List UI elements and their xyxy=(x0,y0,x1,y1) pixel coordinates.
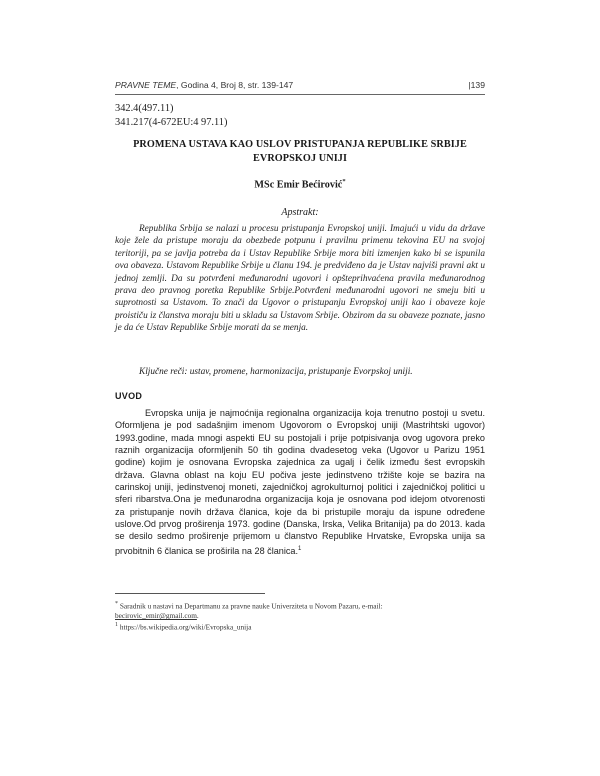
journal-name: PRAVNE TEME xyxy=(115,80,177,90)
body-paragraph-text: Evropska unija je najmoćnija regionalna organizacija koja trenutno postoji u svetu. Oformljena je pod sadašnjim imenom Ugovorom o Evropskoj uniji (Mastrihtski ugovor) 1993.godine, mada mnogi aspekti EU su postojali i prije potpisivanja ovog ugovora preko raznih organizacija oformljenih 50 tih godina dvadesetog veka (Ugovor u Parizu 1951 godine) kojim je osnovana Evropska zajednica za ugalj i čelik između šest evropskih država. Glavna oblast na koju EU počiva jeste jedinstveno tržište koje se bazira na carinskoj uniji, jedinstvenoj moneti, zajedničkoj agrokulturnoj politici i zajedničkoj politici u sferi ribarstva.Ona je međunarodna organizacija koja je osnovana pod idejom otvorenosti za pristupanje novih država članica, koje da bi pristupile moraju da ispune određene uslove.Od prvog proširenja 1973. godine (Danska, Irska, Velika Britanija) pa do 2013. kada se desilo sedmo proširenje prijemom u članstvo Republike Hrvatske, Evropska unija sa prvobitnih 6 članica se proširila na 28 članica. xyxy=(115,408,485,556)
footnote-1-text: Saradnik u nastavi na Departmanu za pravne nauke Univerziteta u Novom Pazaru, e-mail: xyxy=(118,601,383,611)
footnote-rule xyxy=(115,593,265,594)
udc-code-1: 342.4(497.11) xyxy=(115,103,174,114)
keywords: Ključne reči: ustav, promene, harmonizacija, pristupanje Evorpskoj uniji. xyxy=(139,367,413,377)
footnote-1 xyxy=(115,599,485,621)
section-heading: UVOD xyxy=(115,391,143,401)
body-paragraph xyxy=(115,407,485,557)
footnote-2 xyxy=(115,620,485,632)
footnote-2-marker: 1 xyxy=(115,622,118,628)
footnote-ref: 1 xyxy=(298,545,302,552)
udc-code-2: 341.217(4-672EU:4 97.11) xyxy=(115,117,228,128)
footnote-1-end: . xyxy=(196,611,199,621)
author-footnote-marker: * xyxy=(342,178,346,185)
author-name: MSc Emir Bećirović xyxy=(254,179,343,191)
issue-info: , Godina 4, Broj 8, str. 139-147 xyxy=(176,80,294,90)
footnote-2-url[interactable]: https://bs.wikipedia.org/wiki/Evropska_unija xyxy=(118,622,252,632)
abstract-text: Republika Srbija se nalazi u procesu pristupanja Evropskoj uniji. Imajući u vidu da države koje žele da pristupe moraju da obezbede potpunu i pravilnu primenu tekovina EU na svojoj teritoriji, pa se javlja potreba da i Ustav Republike Srbije mora biti izmenjen kako bi se ispunila ova obaveza. Ustavom Republike Srbije u članu 194. je predviđeno da je Ustav najviši pravni akt u jednoj zemlji. Da su potvrđeni međunarodni ugovori i opšteprihvaćena pravila međunarodnog prava deo pravnog poretka Republike Srbije.Potvrđeni međunarodni ugovori ne smeju biti u suprotnosti sa Ustavom. To znači da Ugovor o pristupanju Evropskoj uniji kao i obaveze koje proističu iz članstva moraju biti u skladu sa Ustavom Srbije. Obzirom da su obaveze poznate, jasno je da će Ustav Republike Srbije morati da se menja. xyxy=(115,224,485,334)
paper-title: PROMENA USTAVA KAO USLOV PRISTUPANJA REPUBLIKE SRBIJE EVROPSKOJ UNIJI xyxy=(133,139,467,164)
author xyxy=(0,178,600,190)
page-number: |139 xyxy=(468,80,485,90)
header-rule xyxy=(115,94,485,95)
author-email-link[interactable]: becirovic_emir@gmail.com xyxy=(115,611,197,621)
footnote-1-marker: * xyxy=(115,601,118,607)
journal-citation xyxy=(115,80,293,90)
abstract-label: Apstrakt: xyxy=(281,207,319,218)
